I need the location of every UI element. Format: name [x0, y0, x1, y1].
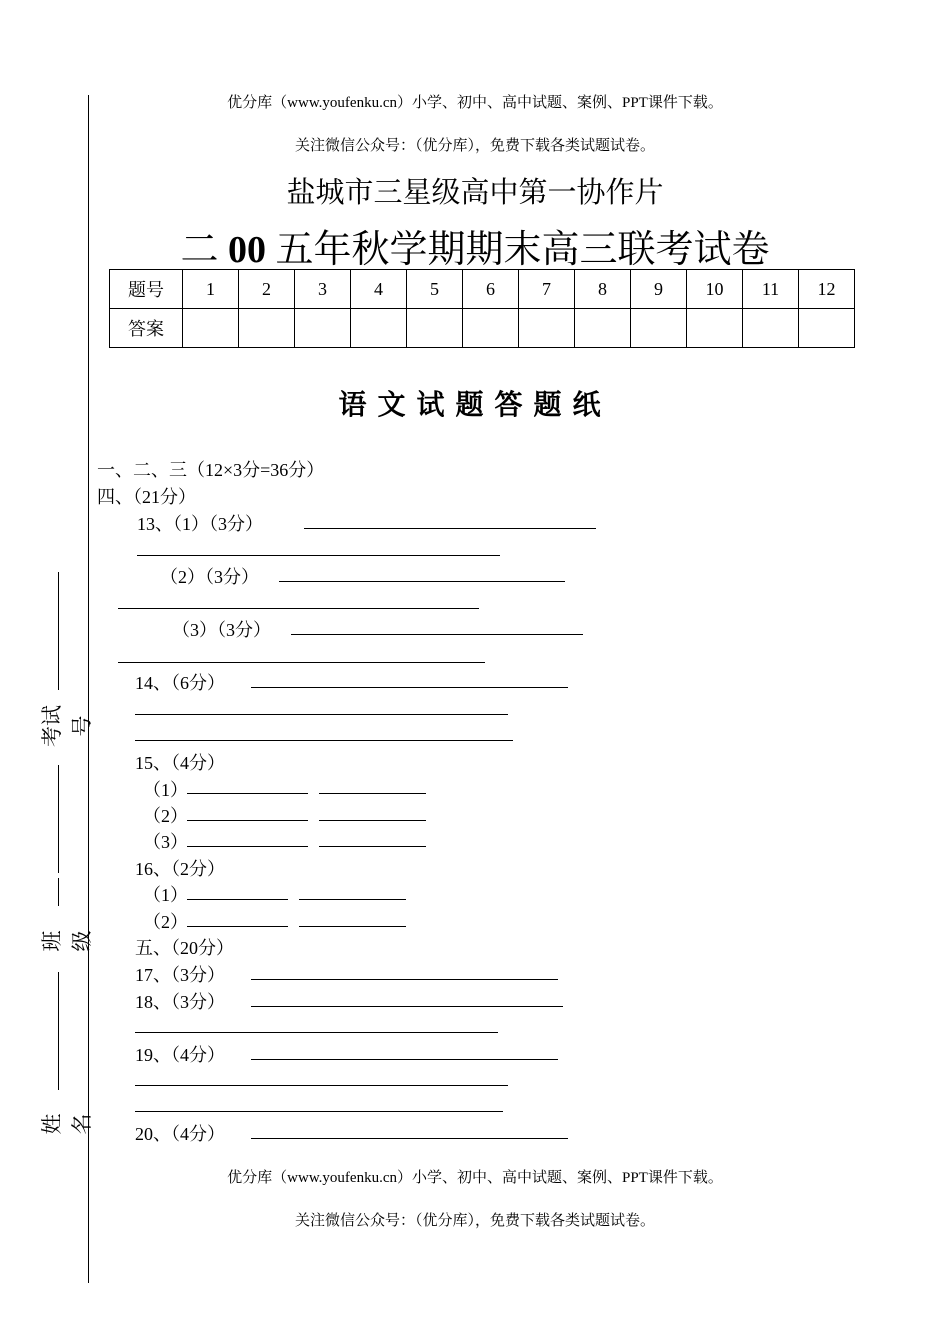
question-number: 8: [575, 270, 631, 309]
q19-answer-line[interactable]: [135, 1085, 508, 1086]
q15-1-label: （1）: [143, 780, 188, 800]
answer-cell[interactable]: [351, 309, 407, 348]
q13-3-answer-line[interactable]: [118, 662, 485, 663]
section-4-heading: 四、（21分）: [97, 487, 196, 507]
answer-table-answer-row: [110, 309, 855, 348]
q14-answer-line[interactable]: [135, 714, 508, 715]
title-exam: [0, 218, 950, 273]
question-number: 5: [407, 270, 463, 309]
footer-line-2: 关注微信公众号：（优分库），免费下载各类试题试卷。: [294, 1213, 655, 1229]
question-number: 2: [239, 270, 295, 309]
q19-label: 19、（4分）: [135, 1045, 225, 1065]
q15-1-answer-line[interactable]: [319, 793, 426, 794]
binding-line: [88, 95, 89, 1283]
answer-cell[interactable]: [463, 309, 519, 348]
q14-answer-line[interactable]: [251, 687, 568, 688]
q13-1-answer-line[interactable]: [304, 528, 596, 529]
q18-answer-line[interactable]: [251, 1006, 563, 1007]
q13-1-label: 13、（1）（3分）: [137, 514, 263, 534]
row-label-question-no: 题号: [110, 270, 183, 309]
answer-cell[interactable]: [575, 309, 631, 348]
header-line-1: 优分库（www.youfenku.cn）小学、初中、高中试题、案例、PPT课件下载。: [227, 95, 723, 111]
name-label: 姓名: [40, 1113, 94, 1135]
q16-2-label: （2）: [143, 912, 188, 932]
q15-1-answer-line[interactable]: [187, 793, 308, 794]
q19-answer-line[interactable]: [135, 1111, 503, 1112]
answer-cell[interactable]: [799, 309, 855, 348]
answer-table-number-row: [110, 270, 855, 309]
class-line-upper[interactable]: [58, 878, 59, 906]
answer-cell[interactable]: [631, 309, 687, 348]
q16-1-label: （1）: [143, 885, 188, 905]
class-label: 班级: [40, 930, 94, 952]
q15-3-answer-line[interactable]: [319, 846, 426, 847]
q20-label: 20、（4分）: [135, 1124, 225, 1144]
q13-2-label: （2）（3分）: [160, 567, 259, 587]
row-label-answer: 答案: [110, 309, 183, 348]
q15-2-answer-line[interactable]: [187, 820, 308, 821]
exam-number-line-lower[interactable]: [58, 765, 59, 873]
question-number: 11: [743, 270, 799, 309]
q16-1-answer-line[interactable]: [187, 899, 288, 900]
q18-answer-line[interactable]: [135, 1032, 498, 1033]
q14-answer-line[interactable]: [135, 740, 513, 741]
q14-label: 14、（6分）: [135, 673, 225, 693]
q13-1-answer-line[interactable]: [137, 555, 500, 556]
q20-answer-line[interactable]: [251, 1138, 568, 1139]
answer-cell[interactable]: [183, 309, 239, 348]
q17-label: 17、（3分）: [135, 965, 225, 985]
question-number: 1: [183, 270, 239, 309]
answer-cell[interactable]: [239, 309, 295, 348]
q16-2-answer-line[interactable]: [187, 926, 288, 927]
q15-3-label: （3）: [143, 832, 188, 852]
exam-number-line[interactable]: [58, 572, 59, 690]
q15-label: 15、（4分）: [135, 753, 225, 773]
answer-table: [109, 269, 855, 348]
section-1-3-heading: 一、二、三（12×3分=36分）: [97, 460, 325, 480]
title-organization: 盐城市三星级高中第一协作片: [286, 177, 664, 209]
q15-3-answer-line[interactable]: [187, 846, 308, 847]
footer-line-1: 优分库（www.youfenku.cn）小学、初中、高中试题、案例、PPT课件下载。: [227, 1170, 723, 1186]
title-exam-pre: 二: [180, 229, 219, 271]
q13-3-label: （3）（3分）: [172, 620, 271, 640]
exam-number-label: 考试号: [40, 705, 94, 747]
q16-1-answer-line[interactable]: [299, 899, 406, 900]
q16-2-answer-line[interactable]: [299, 926, 406, 927]
question-number: 6: [463, 270, 519, 309]
answer-cell[interactable]: [519, 309, 575, 348]
q13-2-answer-line[interactable]: [118, 608, 479, 609]
answer-cell[interactable]: [407, 309, 463, 348]
answer-cell[interactable]: [295, 309, 351, 348]
answer-cell[interactable]: [687, 309, 743, 348]
q16-label: 16、（2分）: [135, 859, 225, 879]
q13-2-answer-line[interactable]: [279, 581, 565, 582]
q19-answer-line[interactable]: [251, 1059, 558, 1060]
question-number: 10: [687, 270, 743, 309]
title-exam-post: 五年秋学期期末高三联考试卷: [275, 229, 770, 271]
title-exam-year: 00: [228, 229, 266, 271]
q18-label: 18、（3分）: [135, 992, 225, 1012]
question-number: 9: [631, 270, 687, 309]
name-line[interactable]: [58, 1070, 59, 1090]
answer-cell[interactable]: [743, 309, 799, 348]
section-5-heading: 五、（20分）: [135, 938, 234, 958]
question-number: 4: [351, 270, 407, 309]
q13-3-answer-line[interactable]: [291, 634, 583, 635]
q17-answer-line[interactable]: [251, 979, 558, 980]
q15-2-answer-line[interactable]: [319, 820, 426, 821]
question-number: 12: [799, 270, 855, 309]
answer-sheet-title: 语文试题答题纸: [338, 388, 612, 421]
header-line-2: 关注微信公众号：（优分库），免费下载各类试题试卷。: [294, 138, 655, 154]
question-number: 3: [295, 270, 351, 309]
q15-2-label: （2）: [143, 806, 188, 826]
question-number: 7: [519, 270, 575, 309]
